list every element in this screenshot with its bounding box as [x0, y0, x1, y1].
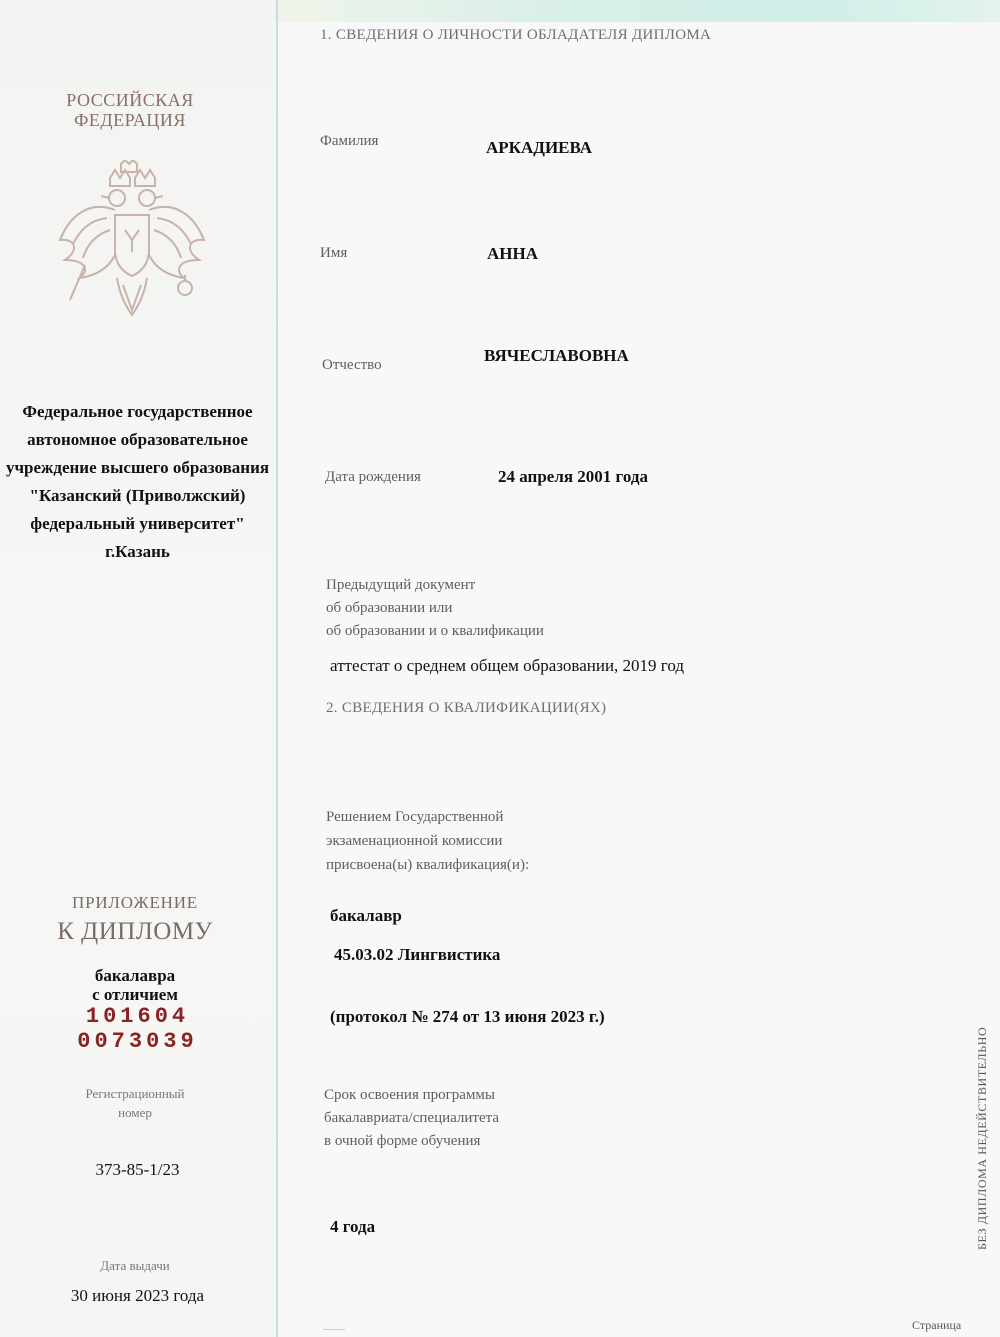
section1-title: 1. СВЕДЕНИЯ О ЛИЧНОСТИ ОБЛАДАТЕЛЯ ДИПЛОМА	[320, 27, 712, 43]
patronymic-label: Отчество	[322, 357, 382, 373]
patronymic-value: ВЯЧЕСЛАВОВНА	[484, 346, 629, 365]
decision-label-line2: экзаменационной комиссии	[326, 833, 503, 849]
dob-label: Дата рождения	[325, 469, 421, 485]
degree-line1: бакалавра	[94, 966, 176, 985]
issue-date: 30 июня 2023 года	[70, 1286, 205, 1305]
university-line-2: автономное образовательное	[27, 430, 248, 449]
country-name-line2: ФЕДЕРАЦИЯ	[74, 110, 186, 130]
university-line-3: учреждение высшего образования	[5, 458, 270, 477]
duration-label-line2: бакалавриата/специалитета	[324, 1110, 500, 1126]
qualification-value: бакалавр	[330, 906, 402, 925]
prev-doc-label-line2: об образовании или	[326, 600, 453, 616]
coat-of-arms-icon	[55, 160, 205, 320]
reg-number: 373-85-1/23	[95, 1160, 180, 1179]
name-label: Имя	[320, 245, 348, 261]
university-line-6: г.Казань	[105, 542, 170, 561]
protocol-value: (протокол № 274 от 13 июня 2023 г.)	[330, 1007, 605, 1026]
side-note-vertical: БЕЗ ДИПЛОМА НЕДЕЙСТВИТЕЛЬНО	[975, 1026, 989, 1250]
reg-number-label-line1: Регистрационный	[85, 1086, 185, 1101]
decision-label-line1: Решением Государственной	[326, 809, 504, 825]
page-divider	[276, 0, 278, 1337]
appendix-title-line2: К ДИПЛОМУ	[57, 918, 213, 945]
name-value: АННА	[487, 244, 538, 263]
university-line-4: "Казанский (Приволжский)	[29, 486, 246, 505]
prev-doc-label-line3: об образовании и о квалификации	[326, 623, 544, 639]
duration-label-line1: Срок освоения программы	[324, 1087, 495, 1103]
prev-doc-value: аттестат о среднем общем образовании, 2019 год	[330, 656, 685, 675]
section2-title: 2. СВЕДЕНИЯ О КВАЛИФИКАЦИИ(ЯХ)	[326, 700, 607, 716]
university-line-1: Федеральное государственное	[22, 402, 253, 421]
duration-label-line3: в очной форме обучения	[324, 1133, 481, 1149]
program-value: 45.03.02 Лингвистика	[334, 945, 501, 964]
dob-value: 24 апреля 2001 года	[498, 467, 648, 486]
footer-rule	[323, 1329, 345, 1330]
reg-number-label-line2: номер	[118, 1105, 152, 1120]
serial-number: 101604 0073039	[77, 1004, 198, 1054]
appendix-title-line1: ПРИЛОЖЕНИЕ	[72, 893, 198, 912]
university-line-5: федеральный университет"	[30, 514, 245, 533]
prev-doc-label-line1: Предыдущий документ	[326, 577, 476, 593]
surname-value: АРКАДИЕВА	[486, 138, 593, 157]
surname-label: Фамилия	[320, 133, 379, 149]
duration-value: 4 года	[330, 1217, 376, 1236]
country-name-line1: РОССИЙСКАЯ	[66, 90, 194, 110]
issue-date-label: Дата выдачи	[100, 1258, 170, 1273]
page-label: Страница	[912, 1318, 962, 1332]
degree-line2: с отличием	[92, 985, 178, 1004]
decision-label-line3: присвоена(ы) квалификация(и):	[326, 857, 530, 873]
